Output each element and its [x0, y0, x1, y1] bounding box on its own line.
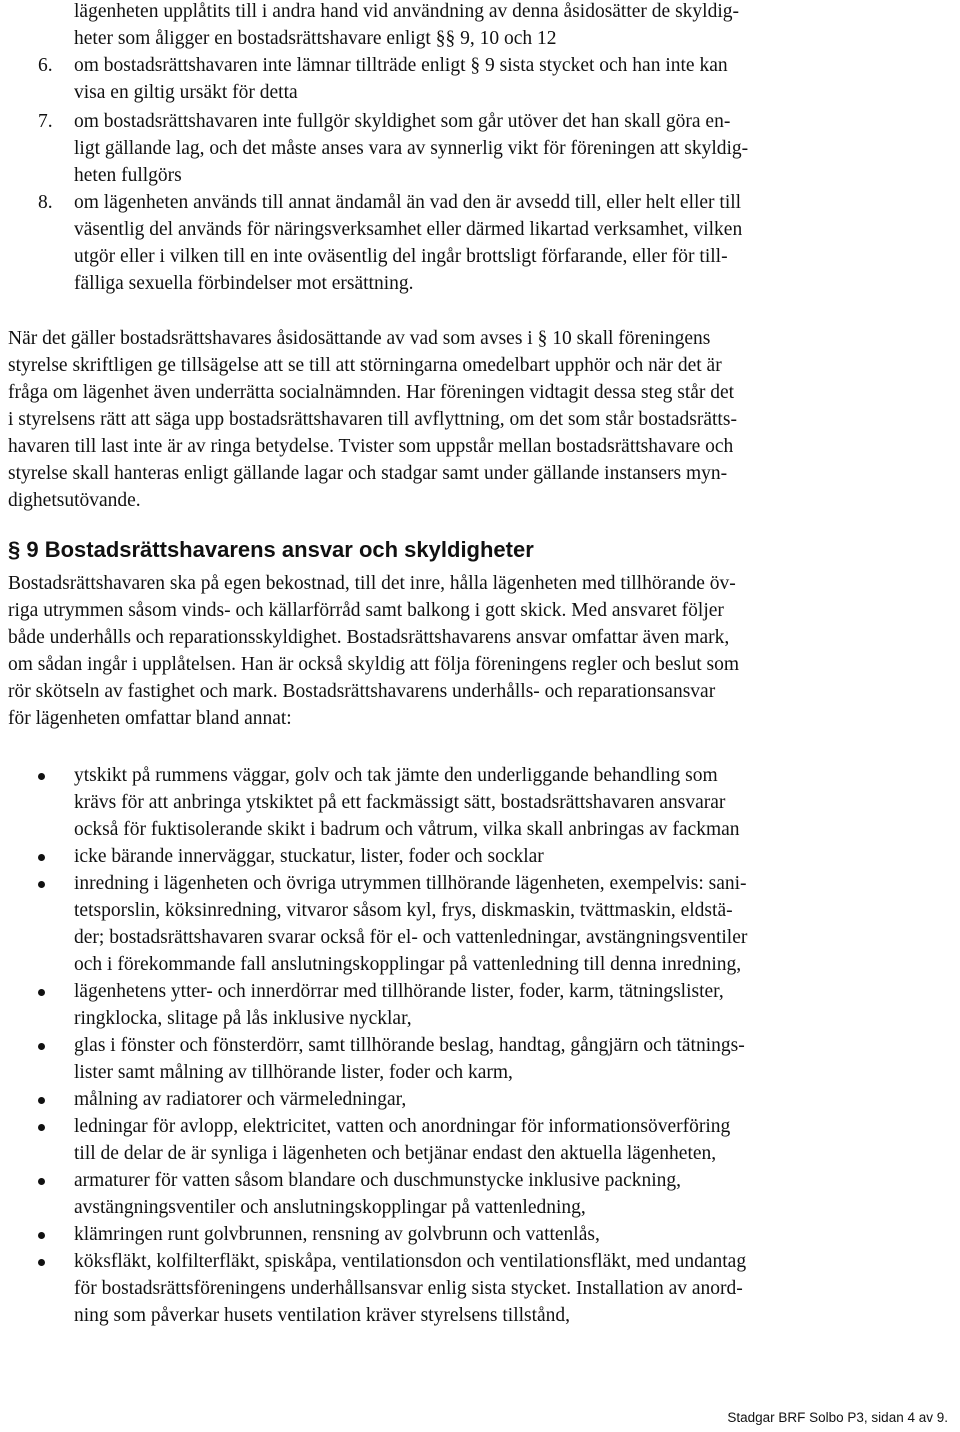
bullet-text: köksfläkt, kolfilterfläkt, spiskåpa, ventilationsdon och ventilationsfläkt, med undantag för bostadsrättsföreningens underhållsansvar enlig sista stycket. Installation av anord- ning som påverkar husets ventilation kräver styrelsens tillstånd, — [74, 1251, 747, 1326]
bullet-text: armaturer för vatten såsom blandare och duschmunstycke inklusive packning, avstängningsventiler och anslutningskopplingar på vattenledning, — [74, 1170, 682, 1218]
list-item — [0, 1032, 900, 1086]
bullet-icon — [38, 1232, 45, 1239]
page-footer: Stadgar BRF Solbo P3, sidan 4 av 9. — [727, 1410, 948, 1425]
bullet-list — [0, 762, 900, 1329]
bullet-icon — [38, 989, 45, 996]
bullet-icon — [38, 881, 45, 888]
bullet-icon — [38, 1259, 45, 1266]
bullet-text: ledningar för avlopp, elektricitet, vatten och anordningar för informationsöverföring till de delar de är synliga i lägenheten och betjänar endast den aktuella lägenheten, — [74, 1116, 731, 1164]
list-item — [0, 189, 960, 297]
bullet-icon — [38, 1178, 45, 1185]
list-item-text: om bostadsrättshavaren inte lämnar tillträde enligt § 9 sista stycket och han inte kan visa en giltig ursäkt för detta — [74, 55, 728, 103]
bullet-icon — [38, 1043, 45, 1050]
list-item — [0, 1248, 900, 1329]
list-item — [0, 762, 900, 843]
list-item — [0, 978, 900, 1032]
list-item-number: 6. — [38, 55, 53, 76]
bullet-text: klämringen runt golvbrunnen, rensning av golvbrunn och vattenlås, — [74, 1224, 600, 1245]
list-item — [0, 1221, 900, 1248]
list-item — [0, 870, 900, 978]
bullet-icon — [38, 773, 45, 780]
bullet-icon — [38, 1097, 45, 1104]
bullet-text: lägenhetens ytter- och innerdörrar med tillhörande lister, foder, karm, tätningslister, ringklocka, slitage på lås inklusive nycklar, — [74, 981, 724, 1029]
list-item-number: 7. — [38, 111, 53, 132]
bullet-text: icke bärande innerväggar, stuckatur, lister, foder och socklar — [74, 846, 544, 867]
bullet-text: målning av radiatorer och värmeledningar, — [74, 1089, 407, 1110]
bullet-icon — [38, 1124, 45, 1131]
paragraph: När det gäller bostadsrättshavares åsidosättande av vad som avses i § 10 skall föreningens styrelse skriftligen ge tillsägelse att se till att störningarna omedelbart upphör och när det är fråga om lägenhet även underrätta socialnämnden. Har föreningen vidtagit dessa steg står det i styrelsens rätt att säga upp bostadsrättshavaren till avflyttning, om det som står bostadsrätts- havaren till last inte är av ringa betydelse. Tvister som uppstår mellan bostadsrättshavare och styrelse skall hanteras enligt gällande lagar och stadgar samt under gällande instansers myn- dighetsutövande. — [8, 328, 737, 511]
list-item — [0, 52, 960, 106]
list-item-text: om lägenheten används till annat ändamål än vad den är avsedd till, eller helt eller till väsentlig del används för näringsverksamhet eller därmed likartad verksamhet, vilken utgör eller i vilken till en inte oväsentlig del ingår brottsligt förfarande, eller för till- fälliga sexuella förbindelser mot ersättning. — [74, 192, 743, 294]
list-item-number: 8. — [38, 192, 53, 213]
list-item — [0, 1167, 900, 1221]
list-item-text: om bostadsrättshavaren inte fullgör skyldighet som går utöver det han skall göra en- ligt gällande lag, och det måste anses vara av synnerlig vikt för föreningen att skyldig- heten fullgörs — [74, 111, 749, 186]
list-item — [0, 108, 960, 189]
list-item — [0, 1086, 900, 1113]
bullet-text: ytskikt på rummens väggar, golv och tak jämte den underliggande behandling som krävs för att anbringa ytskiktet på ett fackmässigt sätt, bostadsrättshavaren ansvarar också för fuktisolerande skikt i badrum och våtrum, vilka skall anbringas av fackman — [74, 765, 740, 840]
bullet-text: inredning i lägenheten och övriga utrymmen tillhörande lägenheten, exempelvis: sani- tetsporslin, köksinredning, vitvaror såsom kyl, frys, diskmaskin, tvättmaskin, eldstä- der; bostadsrättshavaren svarar också för el- och vattenledningar, avstängningsventiler och i förekommande fall anslutningskopplingar på vattenledning till denna inredning, — [74, 873, 748, 975]
section-heading: § 9 Bostadsrättshavarens ansvar och skyldigheter — [8, 537, 534, 562]
paragraph: Bostadsrättshavaren ska på egen bekostnad, till det inre, hålla lägenheten med tillhörande öv- riga utrymmen såsom vinds- och källarförråd samt balkong i gott skick. Med ansvaret följer både underhålls och reparationsskyldighet. Bostadsrättshavarens ansvar omfattar även mark, om sådan ingår i upplåtelsen. Han är också skyldig att följa föreningens regler och beslut som rör skötseln av fastighet och mark. Bostadsrättshavarens underhålls- och reparationsansvar för lägenheten omfattar bland annat: — [8, 573, 740, 729]
list-item — [0, 1113, 900, 1167]
list-continuation: lägenheten upplåtits till i andra hand vid användning av denna åsidosätter de skyldig- heter som åligger en bostadsrättshavare enligt §§ 9, 10 och 12 — [74, 1, 739, 49]
list-item — [0, 843, 900, 870]
bullet-text: glas i fönster och fönsterdörr, samt tillhörande beslag, handtag, gångjärn och tätnings- lister samt målning av tillhörande lister, foder och karm, — [74, 1035, 745, 1083]
bullet-icon — [38, 854, 45, 861]
